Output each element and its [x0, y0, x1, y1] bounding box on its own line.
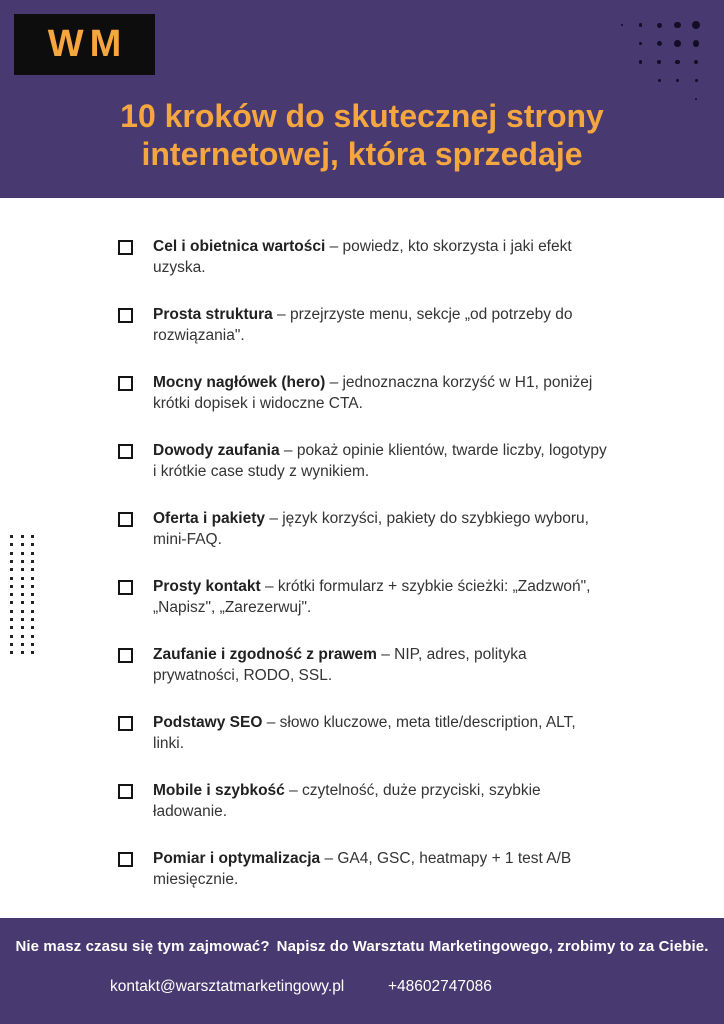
- contact-email: kontakt@warsztatmarketingowy.pl: [110, 978, 345, 995]
- item-title: Prosta struktura: [153, 306, 273, 323]
- item-text: [153, 848, 611, 890]
- checkbox[interactable]: [118, 512, 133, 527]
- item-title: Prosty kontakt: [153, 578, 261, 595]
- footer-cta-question: Nie masz czasu się tym zajmować?: [15, 938, 270, 955]
- item-text: [153, 576, 611, 618]
- checklist-item: [118, 508, 624, 550]
- item-title: Pomiar i optymalizacja: [153, 850, 321, 867]
- header-banner: [0, 0, 724, 198]
- checklist: [118, 198, 624, 890]
- page-title-line1: 10 kroków do skutecznej strony: [120, 98, 604, 134]
- checkbox[interactable]: [118, 444, 133, 459]
- checklist-item: [118, 576, 624, 618]
- item-title: Dowody zaufania: [153, 442, 280, 459]
- item-text: [153, 236, 611, 278]
- checklist-item: [118, 236, 624, 278]
- checkbox[interactable]: [118, 648, 133, 663]
- item-title: Podstawy SEO: [153, 714, 263, 731]
- item-description: – krótki formularz + szybkie ścieżki: „Zadzwoń", „Napisz", „Zarezerwuj".: [153, 578, 591, 616]
- item-text: [153, 304, 611, 346]
- dots-decoration-top-right: [614, 17, 706, 105]
- item-text: [153, 644, 611, 686]
- item-description: – przejrzyste menu, sekcje „od potrzeby do rozwiązania".: [153, 306, 573, 344]
- checklist-item: [118, 780, 624, 822]
- checklist-item: [118, 848, 624, 890]
- item-description: – GA4, GSC, heatmapy + 1 test A/B miesięcznie.: [153, 850, 572, 888]
- dots-decoration-left: [10, 535, 40, 657]
- item-title: Cel i obietnica wartości: [153, 238, 326, 255]
- item-description: – język korzyści, pakiety do szybkiego wyboru, mini-FAQ.: [153, 510, 589, 548]
- item-description: – pokaż opinie klientów, twarde liczby, logotypy i krótkie case study z wynikiem.: [153, 442, 607, 480]
- checklist-item: [118, 304, 624, 346]
- checklist-item: [118, 440, 624, 482]
- item-text: [153, 780, 611, 822]
- checkbox[interactable]: [118, 852, 133, 867]
- logo: [14, 14, 155, 75]
- checkbox[interactable]: [118, 716, 133, 731]
- page-title-line2: internetowej, która sprzedaje: [141, 136, 583, 172]
- item-description: – powiedz, kto skorzysta i jaki efekt uzyska.: [153, 238, 572, 276]
- item-title: Mocny nagłówek (hero): [153, 374, 326, 391]
- item-description: – słowo kluczowe, meta title/description, ALT, linki.: [153, 714, 576, 752]
- checkbox[interactable]: [118, 308, 133, 323]
- item-title: Zaufanie i zgodność z prawem: [153, 646, 377, 663]
- contact-phone: +48602747086: [388, 978, 492, 995]
- footer-cta: [0, 918, 724, 955]
- item-text: [153, 372, 611, 414]
- item-text: [153, 440, 611, 482]
- item-description: – NIP, adres, polityka prywatności, RODO, SSL.: [153, 646, 527, 684]
- item-text: [153, 508, 611, 550]
- checkbox[interactable]: [118, 784, 133, 799]
- checkbox[interactable]: [118, 580, 133, 595]
- checklist-item: [118, 372, 624, 414]
- checkbox[interactable]: [118, 240, 133, 255]
- checklist-item: [118, 712, 624, 754]
- item-text: [153, 712, 611, 754]
- checkbox[interactable]: [118, 376, 133, 391]
- item-title: Mobile i szybkość: [153, 782, 285, 799]
- footer-cta-action: Napisz do Warsztatu Marketingowego, zrobimy to za Ciebie.: [276, 938, 709, 955]
- item-description: – jednoznaczna korzyść w H1, poniżej krótki dopisek i widoczne CTA.: [153, 374, 593, 412]
- page-title: [0, 97, 724, 173]
- footer-banner: [0, 918, 724, 1024]
- item-description: – czytelność, duże przyciski, szybkie ładowanie.: [153, 782, 541, 820]
- logo-text: WM: [47, 23, 128, 65]
- checklist-item: [118, 644, 624, 686]
- item-title: Oferta i pakiety: [153, 510, 265, 527]
